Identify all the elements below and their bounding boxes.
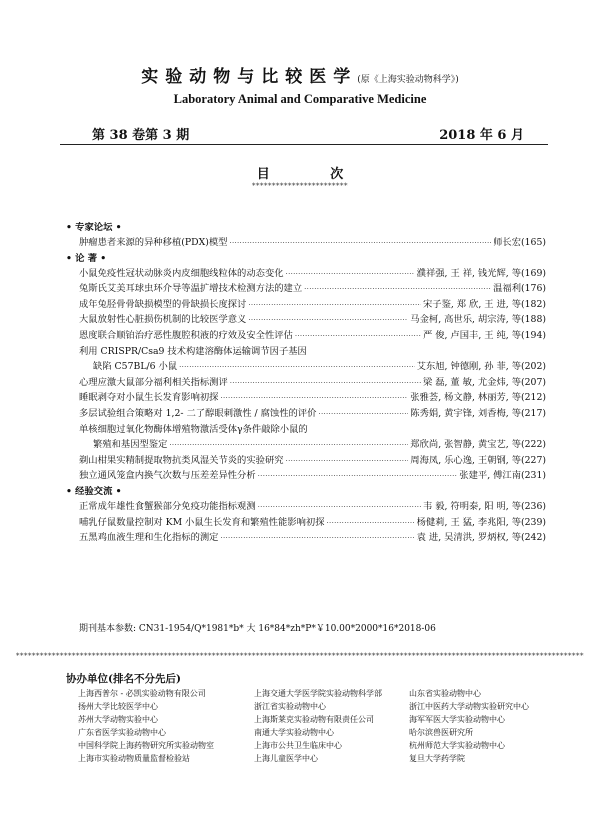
- toc-entry[interactable]: [66, 390, 546, 406]
- toc-entry-authors-page: 杨健莉, 王 猛, 李兆阳, 等(239): [416, 516, 546, 528]
- toc-entry-authors-page: 师长宏(165): [493, 237, 546, 248]
- leader-dots: [220, 531, 414, 547]
- toc-entry[interactable]: [66, 328, 546, 344]
- toc-entry-title: 大鼠放射性心脏损伤机制的比较医学意义: [79, 314, 247, 326]
- leader-dots: [304, 282, 491, 298]
- sponsor-item: 浙江省实验动物中心: [254, 702, 326, 711]
- sponsor-item: 浙江中医药大学动物实验研究中心: [409, 702, 529, 711]
- toc-entry[interactable]: [66, 359, 546, 375]
- toc-entry-authors-page: 郑欣尚, 张智静, 黄宝艺, 等(222): [410, 439, 546, 451]
- sponsor-item: 苏州大学动物实验中心: [78, 715, 158, 724]
- leader-dots: [258, 500, 421, 516]
- sponsor-item: 复旦大学药学院: [409, 754, 465, 763]
- toc-entry-authors-page: 濮祥强, 王 祥, 钱光辉, 等(169): [416, 267, 546, 279]
- leader-dots: [220, 391, 408, 407]
- toc-entry-title: 恩度联合顺铂治疗恶性腹腔积液的疗效及安全性评估: [79, 329, 293, 341]
- toc-entry-authors-page: 梁 磊, 董 敏, 尤金炜, 等(207): [422, 376, 546, 388]
- toc-entry-authors-page: 韦 毅, 符明泰, 阳 明, 等(236): [422, 500, 546, 512]
- toc-entry-authors-page: 张雅荟, 杨文静, 林丽芳, 等(212): [410, 392, 546, 404]
- sponsor-item: 山东省实验动物中心: [409, 689, 481, 698]
- toc-section-header: • 经验交流 •: [66, 485, 122, 497]
- toc-heading-stars: ************************: [252, 182, 348, 190]
- leader-dots: [248, 298, 421, 314]
- leader-dots: [258, 469, 458, 485]
- toc-entry-title: 兔斯氏艾美耳球虫环介导等温扩增技术检测方法的建立: [79, 283, 303, 295]
- toc-entry-title: 繁殖和基因型鉴定: [93, 439, 168, 451]
- leader-dots: [169, 438, 408, 454]
- toc-entry-title: 哺乳仔鼠数量控制对 KM 小鼠生长发育和繁殖性能影响初探: [79, 516, 325, 528]
- toc-entry[interactable]: [66, 468, 546, 484]
- toc-entry-title: 小鼠免疫性冠状动脉炎内皮细胞线粒体的动态变化: [79, 267, 284, 279]
- issue-number: 第 38 卷第 3 期: [92, 128, 190, 143]
- leader-dots: [327, 516, 415, 532]
- title-cn-text: 实验动物与比较医学: [141, 67, 358, 87]
- toc-entry-title[interactable]: 单核细胞过氧化物酶体增殖物激活受体γ条件敲除小鼠的: [79, 423, 308, 435]
- journal-title-cn: [0, 62, 600, 87]
- toc-entry[interactable]: [66, 235, 546, 251]
- toc-entry-title: 多层试验组合策略对 1,2- 二了醇眼刺激性 / 腐蚀性的评价: [79, 407, 317, 419]
- sponsor-item: 上海交通大学医学院实验动物科学部: [254, 689, 382, 698]
- leader-dots: [179, 360, 415, 376]
- toc-entry-title: 正常成年雄性食蟹猴部分免疫功能指标观测: [79, 500, 256, 512]
- sponsor-item: 南通大学实验动物中心: [254, 728, 334, 737]
- leader-dots: [295, 329, 421, 345]
- issue-date: 2018 年 6 月: [439, 128, 524, 143]
- toc-entry-authors-page: 马金柯, 高世乐, 胡宗涛, 等(188): [410, 314, 546, 326]
- toc-entry-title: 成年兔胫骨骨缺损模型的骨缺损长度探讨: [79, 298, 247, 310]
- toc-entry[interactable]: [66, 499, 546, 515]
- sponsor-item: 上海市公共卫生临床中心: [254, 741, 342, 750]
- toc-entry-title: 心理应激大鼠部分福利相关指标测评: [79, 376, 228, 388]
- sponsor-item: 海军军医大学实验动物中心: [409, 715, 505, 724]
- sponsor-item: 中国科学院上海药物研究所实验动物室: [78, 741, 214, 750]
- toc-entry[interactable]: [66, 312, 546, 328]
- toc-entry[interactable]: [66, 375, 546, 391]
- sponsor-item: 上海儿童医学中心: [254, 754, 318, 763]
- toc-entry-title[interactable]: 利用 CRISPR/Csa9 技术构建溶酶体运输调节因子基因: [79, 345, 307, 357]
- leader-dots: [248, 313, 408, 329]
- toc-entry-title: 独立通风笼盒内换气次数与压差差异性分析: [79, 470, 256, 482]
- toc-entry[interactable]: [66, 530, 546, 546]
- sponsor-item: 上海斯莱克实验动物有限责任公司: [254, 715, 374, 724]
- toc-entry-authors-page: 陈秀娟, 黄宇锋, 刘香梅, 等(217): [410, 407, 546, 419]
- leader-dots: [230, 376, 421, 392]
- sponsor-item: 哈尔滨兽医研究所: [409, 728, 473, 737]
- title-cn-subtitle: (原《上海实验动物科学》): [357, 75, 459, 85]
- toc-entry-authors-page: 严 俊, 卢国丰, 王 纯, 等(194): [422, 329, 546, 341]
- toc-entry-authors-page: 张建平, 傅江南(231): [459, 470, 546, 482]
- toc-section-header: • 论 著 •: [66, 252, 107, 264]
- toc-entry[interactable]: [66, 437, 546, 453]
- sponsor-item: 扬州大学比较医学中心: [78, 702, 158, 711]
- toc-entry[interactable]: [66, 406, 546, 422]
- toc-entry-authors-page: 周海凤, 乐心逸, 王朝钢, 等(227): [410, 454, 546, 466]
- toc-entry-title: 肿瘤患者来源的异种移植(PDX)模型: [79, 237, 228, 248]
- sponsors-list: [78, 688, 558, 765]
- header-divider: [60, 144, 548, 145]
- sponsor-item: 上海西普尔 - 必凯实验动物有限公司: [78, 689, 206, 698]
- toc-entry-authors-page: 袁 进, 吴清洪, 罗炳权, 等(242): [416, 532, 546, 544]
- toc-entry-title: 睡眠剥夺对小鼠生长发育影响初探: [79, 392, 219, 404]
- sponsors-title: 协办单位(排名不分先后): [66, 673, 181, 685]
- section-divider-stars: **********************************************************************************************************************************************: [16, 652, 584, 660]
- leader-dots: [318, 407, 408, 423]
- toc-section-header: • 专家论坛 •: [66, 222, 122, 233]
- toc-entry[interactable]: [66, 297, 546, 313]
- toc-entry[interactable]: [66, 281, 546, 297]
- toc-entry[interactable]: [66, 515, 546, 531]
- table-of-contents: [66, 220, 546, 546]
- sponsor-item: 上海市实验动物质量监督检验站: [78, 754, 190, 763]
- toc-entry[interactable]: [66, 266, 546, 282]
- toc-entry-authors-page: 宋子鉴, 郑 欣, 王 进, 等(182): [422, 298, 546, 310]
- leader-dots: [229, 236, 491, 252]
- journal-title-en: Laboratory Animal and Comparative Medicine: [173, 92, 427, 106]
- journal-parameters: 期刊基本参数: CN31-1954/Q*1981*b* 大 16*84*zh*P*￥10.00*2000*16*2018-06: [79, 624, 436, 634]
- toc-entry-authors-page: 温福利(176): [493, 283, 546, 295]
- leader-dots: [286, 454, 409, 470]
- toc-heading: 目 次: [256, 167, 372, 182]
- leader-dots: [286, 267, 415, 283]
- sponsor-item: 杭州师范大学实验动物中心: [409, 741, 505, 750]
- toc-entry-title: 缺陷 C57BL/6 小鼠: [93, 361, 178, 373]
- toc-entry-title: 五黑鸡血液生理和生化指标的测定: [79, 532, 219, 544]
- sponsor-item: 广东省医学实验动物中心: [78, 728, 166, 737]
- toc-entry-title: 剃山柑果实精制提取物抗类风湿关节炎的实验研究: [79, 454, 284, 466]
- toc-entry[interactable]: [66, 453, 546, 469]
- toc-entry-authors-page: 艾东旭, 钟德刚, 孙 菲, 等(202): [416, 361, 546, 373]
